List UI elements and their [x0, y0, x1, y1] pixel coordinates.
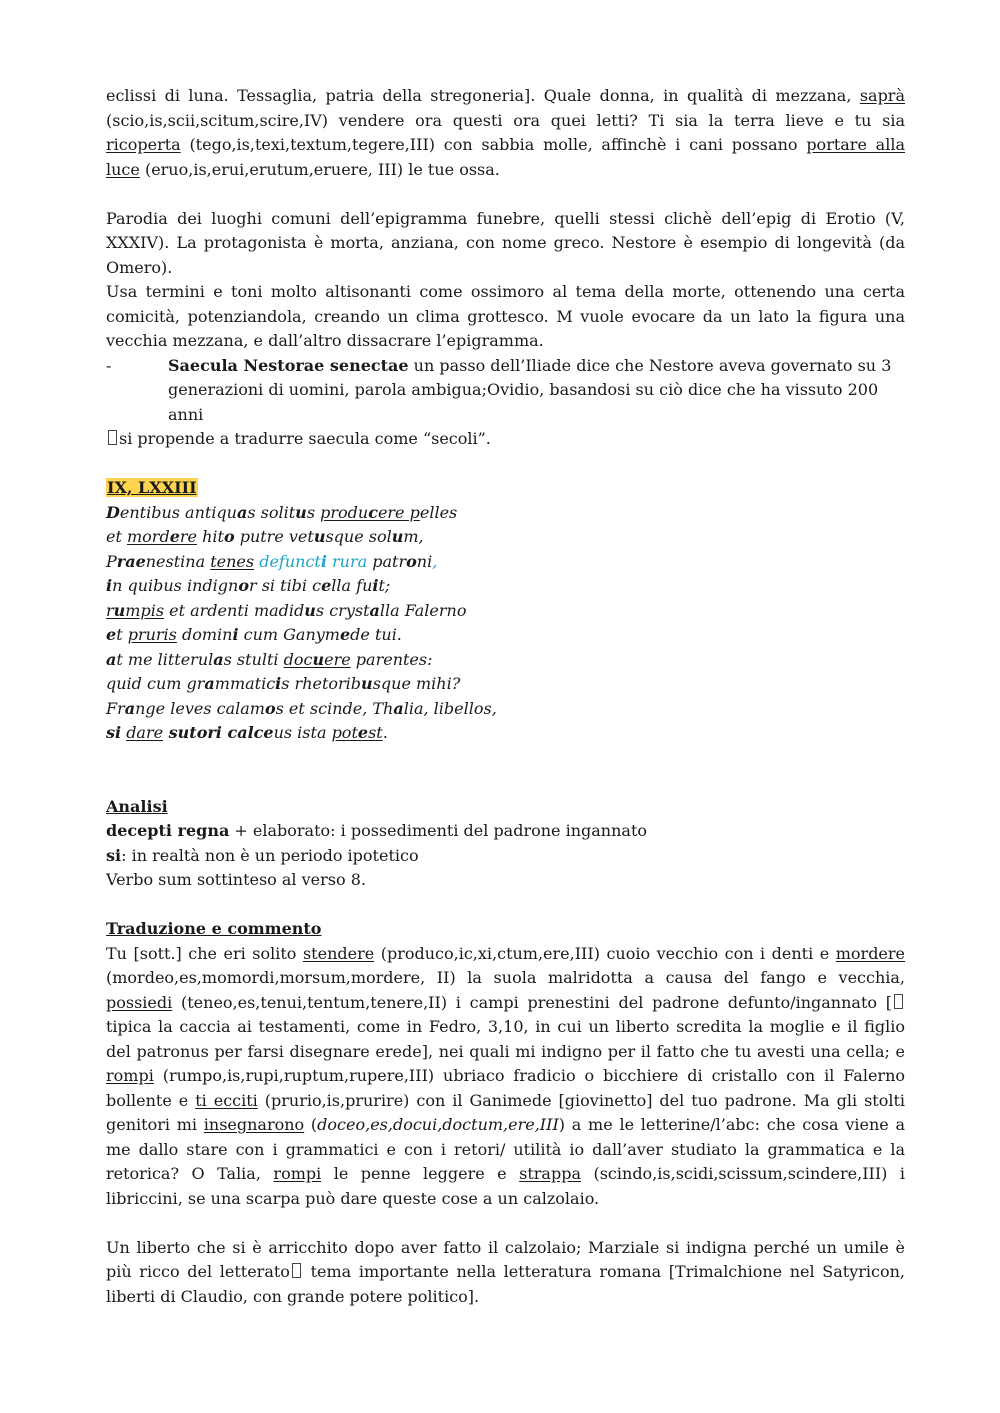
bullet-item [106, 354, 905, 428]
poem-line: at me litterulas stulti docuere parentes: [106, 649, 433, 669]
analisi-row: si: in realtà non è un periodo ipotetico [106, 845, 419, 865]
paragraph-translation-end [106, 84, 905, 182]
paragraph-commentary: Usa termini e toni molto altisonanti come ossimoro al tema della morte, ottenendo una certa comicità, potenziandola, creando un clima grottesco. M vuole evocare da un lato la figura una vecchia mezzana, e dall’altro dissacrare l’epigramma. [106, 282, 905, 350]
analisi-row: decepti regna + elaborato: i possedimenti del padrone ingannato [106, 821, 648, 840]
arrow-icon [108, 430, 117, 445]
section-heading-traduzione: Traduzione e commento [106, 919, 322, 938]
arrow-icon [894, 994, 903, 1009]
text: eclissi di luna. Tessaglia, patria della stregoneria]. Quale donna, in qualità di mezzana, [106, 86, 860, 105]
arrow-icon [292, 1263, 301, 1278]
text: (scio,is,scii,scitum,scire,IV) vendere ora questi ora quei letti? Ti sia la terra lieve e tu sia [106, 110, 905, 130]
section-heading-analisi: Analisi [106, 796, 168, 816]
poem-line: si dare sutori calceus ista potest. [106, 723, 388, 742]
poem-line: in quibus indignor si tibi cella fuit; [106, 576, 391, 595]
poem-line: Frange leves calamos et scinde, Thalia, libellos, [106, 698, 497, 718]
poem-line: Praenestina tenes defuncti rura patroni, [106, 551, 438, 571]
paragraph-translation: Tu [sott.] che eri solito stendere (produco,ic,xi,ctum,ere,III) cuoio vecchio con i denti e mordere (mordeo,es,momordi,morsum,mordere, II) la suola malridotta a causa del fango e vecchia, possiedi (teneo,es,tenui,tentum,tenere,II) i campi prenestini del padrone defunto/ingannato [tipica la caccia ai testamenti, come in Fedro, 3,10, in cui un liberto scredita la moglie e il figlio del patronus per farsi disegnare erede], nei quali mi indigno per il fatto che tu avesti una cella; e rompi (rumpo,is,rupi,ruptum,rupere,III) ubriaco fradicio o bicchiere di cristallo con il Falerno bollente e ti ecciti (prurio,is,prurire) con il Ganimede [giovinetto] del tuo padrone. Ma gli stolti genitori mi insegnarono (doceo,es,docui,doctum,ere,III) a me le letterine/l’abc: che cosa viene a me dallo stare con i grammatici e con i retori/ utilità io dall’aver studiato la grammatica e la retorica? O Talia, rompi le penne leggere e strappa (scindo,is,scidi,scissum,scindere,III) i libriccini, se una scarpa può dare queste cose a un calzolaio. [106, 943, 906, 1208]
text: si propende a tradurre saecula come “secoli”. [119, 429, 491, 448]
underlined-verb: saprà [859, 86, 905, 105]
poem-line: rumpis et ardenti madidus crystalla Falerno [106, 600, 467, 620]
bold-term: Saecula Nestorae senectae [168, 355, 409, 375]
text: (eruo,is,erui,erutum,eruere, III) le tue ossa. [139, 159, 500, 179]
analisi-row: Verbo sum sottinteso al verso 8. [106, 870, 366, 889]
poem-line: Dentibus antiquas solitus producere pelles [106, 502, 458, 522]
underlined-verb: portare alla luce [106, 135, 905, 179]
bullet-continuation [106, 427, 905, 452]
underlined-verb: ricoperta [106, 135, 181, 154]
document-page [106, 84, 905, 1309]
poem-heading [106, 476, 905, 501]
poem-line: quid cum grammaticis rhetoribusque mihi? [106, 674, 461, 693]
poem-line: et pruris domini cum Ganymede tui. [106, 625, 402, 644]
poem-line: et mordere hito putre vetusque solum, [106, 527, 424, 546]
paragraph-commentary: Parodia dei luoghi comuni dell’epigramma funebre, quelli stessi clichè dell’epig di Erotio (V, XXXIV). La protagonista è morta, anziana, con nome greco. Nestore è esempio di longevità (da Omero). [106, 208, 905, 277]
poem-text [106, 501, 905, 746]
highlighted-heading: IX, LXXIII [107, 478, 197, 497]
text: (tego,is,texi,textum,tegere,III) con sabbia molle, affinchè i cani possano [180, 135, 807, 154]
text: un passo dell’Iliade dice che Nestore aveva governato su 3 generazioni di uomini, parola ambigua;Ovidio, basandosi su ciò dice che ha vissuto 200 anni [168, 355, 892, 424]
bullet-dash: - [106, 355, 112, 375]
paragraph-final-commentary: Un liberto che si è arricchito dopo aver fatto il calzolaio; Marziale si indigna perché un umile è più ricco del letterato tema importante nella letteratura romana [Trimalchione nel Satyricon, liberti di Claudio, con grande potere politico]. [106, 1237, 906, 1306]
